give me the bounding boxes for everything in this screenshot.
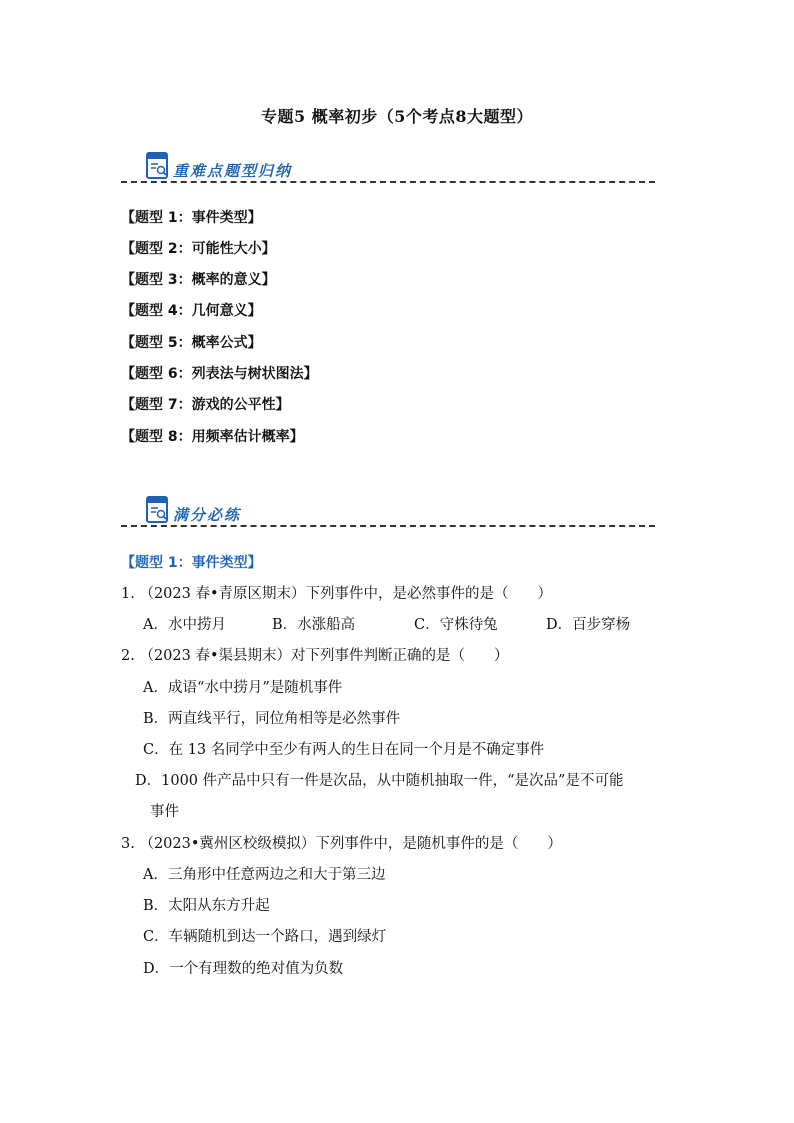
question-stem: 2. （2023 春•渠县期末）对下列事件判断正确的是（ ） [121, 648, 509, 664]
toc-item: 【题型 2：可能性大小】 [121, 241, 276, 257]
question-stem: 1. （2023 春•青原区期末）下列事件中，是必然事件的是（ ） [121, 586, 553, 602]
toc-item: 【题型 3：概率的意义】 [121, 272, 276, 288]
toc-item: 【题型 4：几何意义】 [121, 303, 262, 319]
option: D．一个有理数的绝对值为负数 [143, 961, 344, 977]
section-header-key-types [121, 152, 655, 192]
question-stem: 3. （2023•冀州区校级模拟）下列事件中，是随机事件的是（ ） [121, 836, 562, 852]
option: B．太阳从东方升起 [143, 898, 270, 914]
option-continuation: 事件 [150, 804, 179, 820]
option: C．车辆随机到达一个路口，遇到绿灯 [143, 929, 387, 945]
option: A．三角形中任意两边之和大于第三边 [143, 867, 386, 883]
option: C．在 13 名同学中至少有两人的生日在同一个月是不确定事件 [143, 742, 545, 758]
page-title: 专题5 概率初步（5个考点8大题型） [261, 107, 533, 126]
dashed-divider [121, 181, 655, 183]
option: B．两直线平行，同位角相等是必然事件 [143, 711, 401, 727]
option: C．守株待兔 [414, 617, 498, 633]
dashed-divider [121, 525, 655, 527]
section-label: 重难点题型归纳 [173, 162, 293, 180]
option: A．成语“水中捞月”是随机事件 [143, 680, 343, 696]
option: D．百步穿杨 [546, 617, 631, 633]
option: A．水中捞月 [143, 617, 226, 633]
toc-item: 【题型 7：游戏的公平性】 [121, 397, 290, 413]
section-header-practice [121, 496, 655, 536]
toc-item: 【题型 1：事件类型】 [121, 210, 262, 226]
toc-item: 【题型 8：用频率估计概率】 [121, 429, 304, 445]
toc-item: 【题型 6：列表法与树状图法】 [121, 366, 318, 382]
document-search-icon [146, 496, 170, 524]
question-type-heading: 【题型 1：事件类型】 [121, 555, 262, 571]
option: B．水涨船高 [272, 617, 356, 633]
section-label: 满分必练 [173, 506, 242, 524]
toc-item: 【题型 5：概率公式】 [121, 335, 262, 351]
option: D．1000 件产品中只有一件是次品，从中随机抽取一件，“是次品”是不可能 [135, 773, 624, 789]
document-search-icon [146, 152, 170, 180]
